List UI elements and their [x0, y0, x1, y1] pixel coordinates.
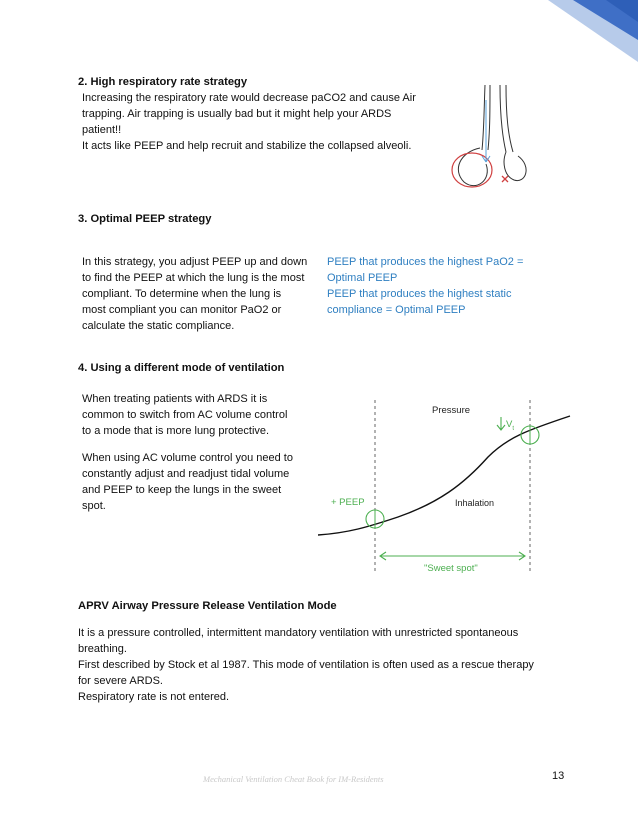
section3-right-line: PEEP that produces the highest PaO2 =	[327, 256, 524, 268]
section2-body	[82, 90, 442, 154]
section3-left-line: compliant. To determine when the lung is	[82, 288, 282, 300]
section4-para1	[82, 391, 312, 439]
pressure-label: Pressure	[432, 405, 471, 416]
section3-right-line: PEEP that produces the highest static	[327, 288, 512, 300]
section3-left-line: In this strategy, you adjust PEEP up and down	[82, 256, 308, 268]
section3-right	[327, 254, 557, 318]
vt-label-main: V	[506, 419, 513, 430]
compliance-curve	[318, 416, 570, 535]
vt-label	[506, 419, 514, 432]
vt-label-sub: t	[512, 425, 515, 432]
sweet-spot-diagram	[318, 395, 586, 580]
section3-left-line: calculate the static compliance.	[82, 320, 235, 332]
page-number: 13	[552, 770, 565, 782]
section4-para2-line: When using AC volume control you need to	[82, 452, 293, 464]
aprv-heading: APRV Airway Pressure Release Ventilation Mode	[78, 600, 337, 612]
peep-label: + PEEP	[331, 497, 365, 508]
section4-para1-line: common to switch from AC volume control	[82, 409, 288, 421]
vt-arrow	[497, 417, 505, 430]
inhalation-label: Inhalation	[455, 498, 495, 508]
section4-para1-line: to a mode that is more lung protective.	[82, 425, 270, 437]
section4-para1-line: When treating patients with ARDS it is	[82, 393, 268, 405]
sweet-spot-label: "Sweet spot"	[424, 563, 478, 574]
alveoli-illustration	[440, 80, 530, 190]
section3-heading: 3. Optimal PEEP strategy	[78, 213, 212, 225]
section4-heading: 4. Using a different mode of ventilation	[78, 362, 285, 374]
section4-para2-line: constantly adjust and readjust tidal volume	[82, 468, 290, 480]
aprv-body	[78, 625, 558, 705]
footer-title: Mechanical Ventilation Cheat Book for IM-Residents	[203, 774, 384, 784]
section3-left-line: most compliant you can monitor PaO2 or	[82, 304, 282, 316]
section3-right-line: compliance = Optimal PEEP	[327, 304, 466, 316]
section2-heading: 2. High respiratory rate strategy	[78, 76, 248, 88]
corner-decoration	[528, 0, 638, 80]
aprv-line: It is a pressure controlled, intermittent mandatory ventilation with unrestricted spontaneous	[78, 627, 519, 639]
section3-left-line: to find the PEEP at which the lung is the most	[82, 272, 305, 284]
section2-line: It acts like PEEP and help recruit and stabilize the collapsed alveoli.	[82, 140, 412, 152]
section3-right-line: Optimal PEEP	[327, 272, 398, 284]
section2-line: patient!!	[82, 124, 122, 136]
aprv-line: breathing.	[78, 643, 127, 655]
aprv-line: for severe ARDS.	[78, 675, 163, 687]
section4-para2-line: and PEEP to keep the lungs in the sweet	[82, 484, 282, 496]
section4-para2	[82, 450, 312, 514]
aprv-line: Respiratory rate is not entered.	[78, 691, 230, 703]
aprv-line: First described by Stock et al 1987. This mode of ventilation is often used as a rescue therapy	[78, 659, 534, 671]
section2-line: trapping. Air trapping is usually bad but it might help your ARDS	[82, 108, 392, 120]
section2-line: Increasing the respiratory rate would decrease paCO2 and cause Air	[82, 92, 416, 104]
section3-left	[82, 254, 322, 334]
section4-para2-line: spot.	[82, 500, 106, 512]
